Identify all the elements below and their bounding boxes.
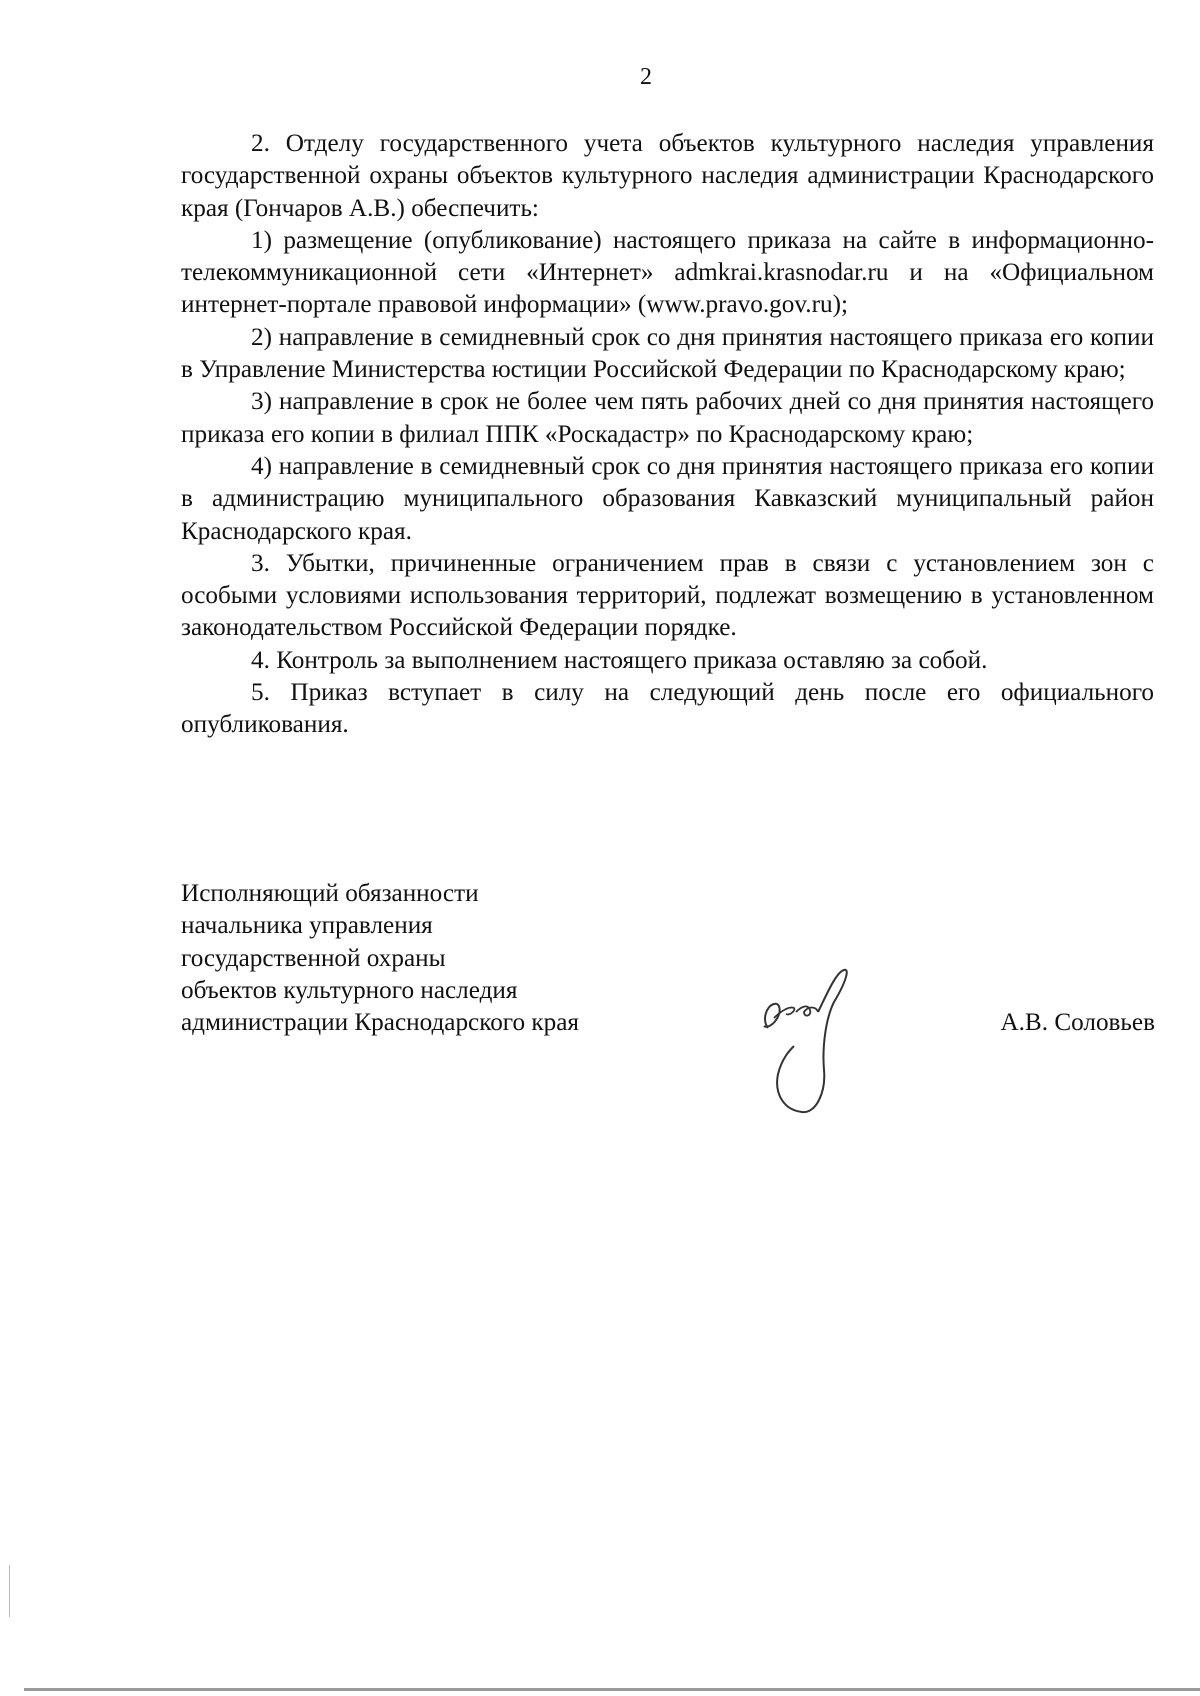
signer-name: А.В. Соловьев (1000, 1009, 1155, 1036)
signatory-position-line: объектов культурного наследия (181, 976, 518, 1004)
signatory-position-line: государственной охраны (181, 944, 446, 972)
signatory-position-line: администрации Краснодарского края (181, 1009, 579, 1037)
handwritten-signature-icon (760, 966, 860, 1116)
paragraph-subitem-4: 4) направление в семидневный срок со дня принятия настоящего приказа его копии в администрацию муниципального образования Кавказский муниципальный район Краснодарского края. (181, 452, 1154, 545)
paragraph-item-4: 4. Контроль за выполнением настоящего приказа оставляю за собой. (251, 646, 988, 674)
document-body (181, 128, 1154, 742)
bottom-scan-line (24, 1688, 1200, 1691)
paragraph-subitem-2: 2) направление в семидневный срок со дня принятия настоящего приказа его копии в Управление Министерства юстиции Российской Федерации по Краснодарскому краю; (181, 323, 1154, 384)
signatory-position (181, 878, 681, 1039)
paragraph-item-5: 5. Приказ вступает в силу на следующий день после его официального опубликования. (181, 679, 1154, 739)
left-margin-scan-mark (9, 1565, 10, 1617)
signatory-position-line: начальника управления (181, 912, 433, 940)
page-number: 2 (640, 64, 652, 90)
signatory-position-line: Исполняющий обязанности (181, 880, 479, 907)
paragraph-item-2: 2. Отделу государственного учета объектов культурного наследия управления государственной охраны объектов культурного наследия администрации Краснодарского края (Гончаров А.В.) обеспечить: (181, 130, 1154, 222)
paragraph-item-3: 3. Убытки, причиненные ограничением прав в связи с установлением зон с особыми условиями использования территорий, подлежат возмещению в установленном законодательством Российской Федерации порядке. (181, 549, 1154, 642)
paragraph-subitem-3: 3) направление в срок не более чем пять рабочих дней со дня принятия настоящего приказа его копии в филиал ППК «Роскадастр» по Краснодарскому краю; (181, 388, 1154, 448)
paragraph-subitem-1: 1) размещение (опубликование) настоящего приказа на сайте в информационно-телекоммуникационной сети «Интернет» admkrai.krasnodar.ru и на «Официальном интернет-портале правовой информации» (www.pravo.gov.ru); (181, 226, 1154, 319)
